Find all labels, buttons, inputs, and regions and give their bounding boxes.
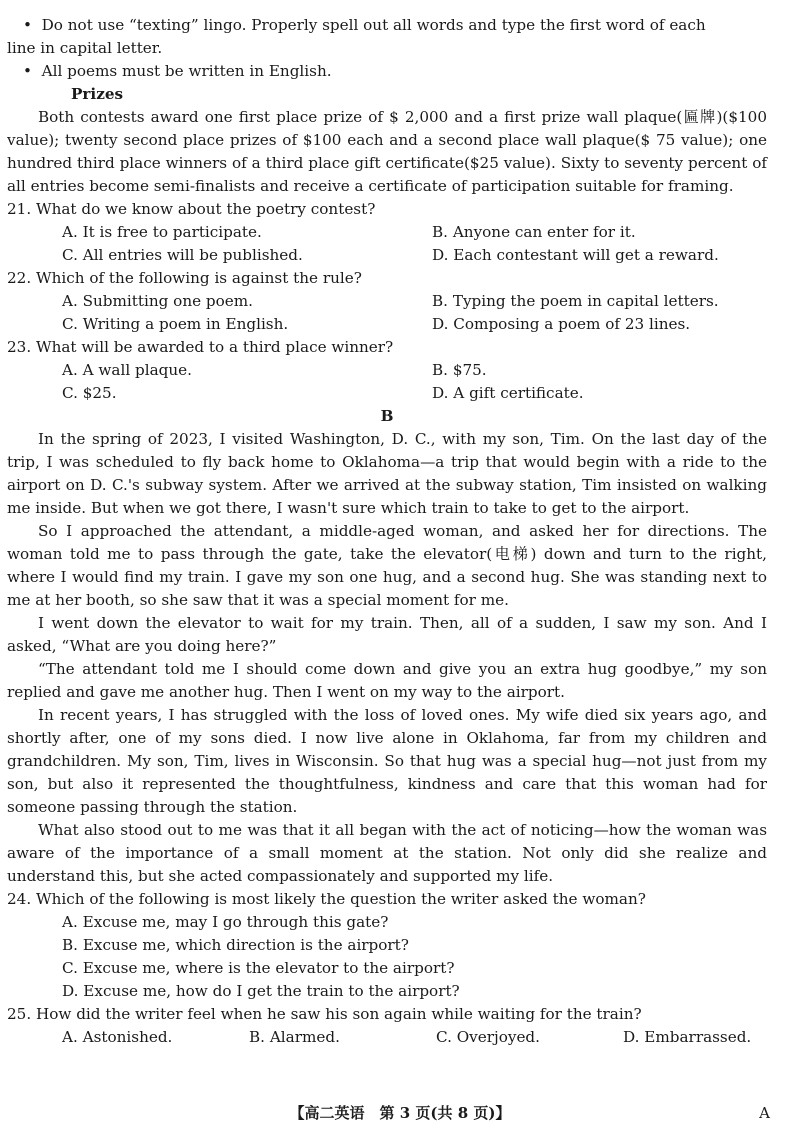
- passage-paragraph: “The attendant told me I should come down and give you an extra hug goodbye,” my son replied and gave me another hug. Then I went on my way to the airport.: [7, 660, 767, 701]
- option-b: B. Typing the poem in capital letters.: [432, 292, 719, 310]
- bullet-icon: •: [23, 16, 32, 34]
- prizes-paragraph: Both contests award one first place prize of $ 2,000 and a first prize wall plaque(匾牌)($100 value); twenty second place prizes of $100 each and a second place wall plaque($ 75 value); one hundred third place winners of a third place gift certificate($25 value). Sixty to seventy percent of all entries become semi-finalists and receive a certificate of participation suitable for framing.: [7, 108, 767, 195]
- option-b: B. Excuse me, which direction is the airport?: [62, 936, 409, 954]
- option-a: A. Submitting one poem.: [62, 292, 254, 310]
- option-d: D. Each contestant will get a reward.: [432, 246, 719, 264]
- page-footer: [0, 1101, 800, 1125]
- option-b: B. Anyone can enter for it.: [432, 223, 636, 241]
- footer-page-label: 【高二英语 第 3 页(共 8 页)】: [289, 1104, 511, 1122]
- options-grid: [7, 221, 767, 267]
- exam-page: [7, 14, 767, 1049]
- options-row: [7, 1026, 767, 1049]
- option-b: B. Alarmed.: [249, 1028, 340, 1046]
- option-c: C. Writing a poem in English.: [62, 315, 289, 333]
- option-d: D. Embarrassed.: [623, 1028, 752, 1046]
- question-23: [7, 336, 767, 405]
- question-stem: 24. Which of the following is most likely the question the writer asked the woman?: [7, 890, 646, 908]
- options-list: [7, 911, 767, 1003]
- rule-item: • Do not use “texting” lingo. Properly spell out all words and type the first word of each: [23, 16, 706, 34]
- option-c: C. All entries will be published.: [62, 246, 303, 264]
- options-grid: [7, 290, 767, 336]
- question-25: [7, 1003, 767, 1049]
- rules-list: [7, 14, 767, 83]
- rule-item: • All poems must be written in English.: [23, 62, 332, 80]
- passage-paragraph: I went down the elevator to wait for my train. Then, all of a sudden, I saw my son. And I asked, “What are you doing here?”: [7, 614, 767, 655]
- option-c: C. $25.: [62, 384, 117, 402]
- passage-paragraph: In recent years, I has struggled with the loss of loved ones. My wife died six years ago, and shortly after, one of my sons died. I now live alone in Oklahoma, far from my children and grandchildren. My son, Tim, lives in Wisconsin. So that hug was a special hug—not just from my son, but also it represented the thoughtfulness, kindness and care that this woman had for someone passing through the station.: [7, 706, 767, 816]
- question-stem: 25. How did the writer feel when he saw his son again while waiting for the train?: [7, 1005, 642, 1023]
- option-d: D. Excuse me, how do I get the train to the airport?: [62, 982, 460, 1000]
- question-stem: 22. Which of the following is against the rule?: [7, 269, 362, 287]
- passage-paragraph: What also stood out to me was that it all began with the act of noticing—how the woman was aware of the importance of a small moment at the station. Not only did she realize and understand this, but she acted compassionately and supported my life.: [7, 821, 767, 885]
- option-a: A. Excuse me, may I go through this gate?: [62, 913, 389, 931]
- passage-paragraph: In the spring of 2023, I visited Washington, D. C., with my son, Tim. On the last day of the trip, I was scheduled to fly back home to Oklahoma—a trip that would begin with a ride to the airport on D. C.'s subway system. After we arrived at the subway station, Tim insisted on walking me inside. But when we got there, I wasn't sure which train to take to get to the airport.: [7, 430, 767, 517]
- options-grid: [7, 359, 767, 405]
- question-24: [7, 888, 767, 1003]
- option-a: A. It is free to participate.: [62, 223, 262, 241]
- section-b-heading: B: [380, 407, 394, 425]
- option-d: D. A gift certificate.: [432, 384, 584, 402]
- option-b: B. $75.: [432, 361, 487, 379]
- passage-paragraph: So I approached the attendant, a middle-aged woman, and asked her for directions. The woman told me to pass through the gate, take the elevator(电梯) down and turn to the right, where I would find my train. I gave my son one hug, and a second hug. She was standing next to me at her booth, so she saw that it was a special moment for me.: [7, 522, 767, 609]
- passage-b: [7, 428, 767, 888]
- option-c: C. Overjoyed.: [436, 1028, 540, 1046]
- option-d: D. Composing a poem of 23 lines.: [432, 315, 691, 333]
- prizes-heading: Prizes: [71, 85, 124, 103]
- question-21: [7, 198, 767, 267]
- option-a: A. A wall plaque.: [62, 361, 192, 379]
- option-a: A. Astonished.: [62, 1028, 173, 1046]
- rule-item-continued: line in capital letter.: [7, 39, 163, 57]
- option-c: C. Excuse me, where is the elevator to the airport?: [62, 959, 455, 977]
- question-22: [7, 267, 767, 336]
- footer-version: A: [759, 1104, 770, 1122]
- question-stem: 23. What will be awarded to a third place winner?: [7, 338, 394, 356]
- bullet-icon: •: [23, 62, 32, 80]
- question-stem: 21. What do we know about the poetry contest?: [7, 200, 376, 218]
